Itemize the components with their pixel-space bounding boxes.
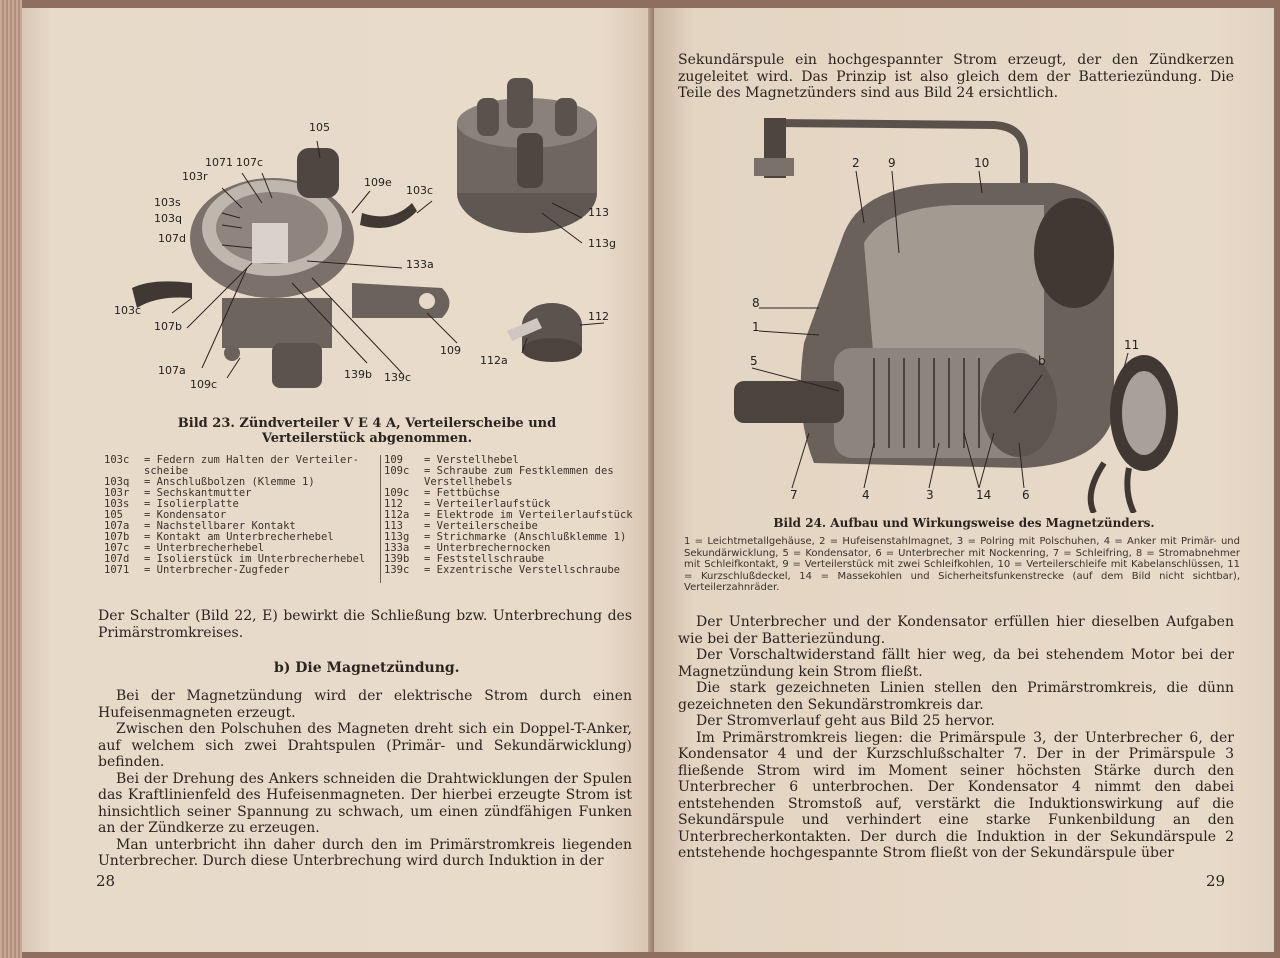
legend-code: 103c xyxy=(104,454,130,466)
legend-code: 107d xyxy=(104,553,130,565)
callout-8: 8 xyxy=(752,296,760,310)
paragraph: Der Vorschaltwiderstand fällt hier weg, da bei stehendem Motor bei der Magnetzündung kein Strom fließt. xyxy=(678,647,1234,680)
legend-desc: = Unterbrechernocken xyxy=(424,542,551,554)
legend-desc: = Strichmarke (Anschlußklemme 1) xyxy=(424,531,627,543)
callout-107b: 107b xyxy=(154,320,182,333)
callout-103c-top: 103c xyxy=(406,184,434,197)
callout-3: 3 xyxy=(926,488,934,502)
legend-code: 103s xyxy=(104,498,130,510)
legend-code: 139c xyxy=(384,564,410,576)
figure-23-legend-left xyxy=(104,455,376,576)
figure-24-legend: 1 = Leichtmetallgehäuse, 2 = Hufeisenstahlmagnet, 3 = Polring mit Polschuhen, 4 = Anker mit Primär- und Sekundärwicklung, 5 = Kondensator, 6 = Unterbrecher mit Nockenring, 7 = Schleifring, 8 = Stromabnehmer mit Schleifkontakt, 9 = Verteilerstück mit zwei Schleifkohlen, 10 = Verteilerschleife mit Kabelanschlüssen, 11 = Kurzschlußdeckel, 14 = Massekohlen und Sicherheitsfunkenstrecke (auf dem Bild nicht sichtbar), Verteilerzahnräder. xyxy=(684,536,1240,593)
callout-109e: 109e xyxy=(364,176,392,189)
page-number-left: 28 xyxy=(96,872,116,890)
legend-desc: = Schraube zum Festklemmen des Verstellhebels xyxy=(424,465,614,488)
paragraph: Man unterbricht ihn daher durch den im Primärstromkreis liegenden Unterbrecher. Durch diese Unterbrechung wird durch Induktion in der xyxy=(98,836,632,869)
paragraph: Bei der Drehung des Ankers schneiden die Drahtwicklungen der Spulen das Kraftlinienfeld des Hufeisenmagneten. Der hierbei erzeugte Strom ist hinsichtlich seiner Spannung zu schwach, um einen zündfähigen Funken an der Zündkerze zu erzeugen. xyxy=(98,770,632,836)
callout-1: 1 xyxy=(752,320,760,334)
right-page xyxy=(654,8,1274,952)
callout-103r: 103r xyxy=(182,170,208,183)
callout-4: 4 xyxy=(862,488,870,502)
callout-7: 7 xyxy=(790,488,798,502)
figure-23-legend-right xyxy=(384,455,634,576)
figure-24-caption: Bild 24. Aufbau und Wirkungsweise des Magnetzünders. xyxy=(773,516,1155,530)
callout-113: 113 xyxy=(588,206,609,219)
callout-139b: 139b xyxy=(344,368,372,381)
legend-desc: = Exzentrische Verstellschraube xyxy=(424,564,620,576)
legend-desc: = Verstellhebel xyxy=(424,454,519,466)
legend-divider xyxy=(380,455,381,583)
legend-item xyxy=(104,455,376,477)
right-body-text xyxy=(678,614,1234,862)
legend-desc: = Verteilerscheibe xyxy=(424,520,538,532)
callout-14: 14 xyxy=(976,488,992,502)
callout-112a: 112a xyxy=(480,354,508,367)
callout-109c: 109c xyxy=(190,378,218,391)
paragraph: Die stark gezeichneten Linien stellen den Primärstromkreis, die dünn gezeichneten den Sekundärstromkreis dar. xyxy=(678,680,1234,713)
paragraph: Zwischen den Polschuhen des Magneten dreht sich ein Doppel-T-Anker, auf welchem sich zwei Drahtspulen (Primär- und Sekundärwicklung) befinden. xyxy=(98,721,632,770)
callout-105: 105 xyxy=(309,121,330,134)
legend-code: 113 xyxy=(384,520,403,532)
legend-desc: = Federn zum Halten der Verteiler-scheibe xyxy=(144,454,359,477)
callout-113g: 113g xyxy=(588,237,616,250)
section-heading: b) Die Magnetzündung. xyxy=(274,660,460,676)
legend-item xyxy=(384,565,634,576)
legend-desc: = Elektrode im Verteilerlaufstück xyxy=(424,509,633,521)
legend-code: 1071 xyxy=(104,564,130,576)
legend-desc: = Nachstellbarer Kontakt xyxy=(144,520,296,532)
legend-code: 112a xyxy=(384,509,410,521)
top-paragraph xyxy=(678,52,1234,102)
callout-139c: 139c xyxy=(384,371,412,384)
legend-code: 107c xyxy=(104,542,130,554)
legend-desc: = Isolierstück im Unterbrecherhebel xyxy=(144,553,366,565)
legend-desc: = Anschlußbolzen (Klemme 1) xyxy=(144,476,315,488)
legend-code: 139b xyxy=(384,553,410,565)
legend-desc: = Feststellschraube xyxy=(424,553,545,565)
left-page xyxy=(22,8,654,952)
callout-10: 10 xyxy=(974,156,990,170)
paragraph: Der Stromverlauf geht aus Bild 25 hervor. xyxy=(696,713,995,729)
callout-112: 112 xyxy=(588,310,609,323)
figure-23-caption: Bild 23. Zündverteiler V E 4 A, Verteilerscheibe und Verteilerstück abgenommen. xyxy=(177,416,557,446)
legend-desc: = Kondensator xyxy=(144,509,227,521)
callout-133a: 133a xyxy=(406,258,434,271)
magneto-figure xyxy=(724,113,1184,513)
callout-103q: 103q xyxy=(154,212,182,225)
schalter-paragraph xyxy=(98,608,632,641)
paragraph: Bei der Magnetzündung wird der elektrische Strom durch einen Hufeisenmagneten erzeugt. xyxy=(98,688,632,721)
callout-107c: 107c xyxy=(236,156,264,169)
legend-code: 113g xyxy=(384,531,410,543)
legend-code: 109c xyxy=(384,465,410,477)
legend-desc: = Sechskantmutter xyxy=(144,487,252,499)
callout-b: b xyxy=(1038,354,1046,368)
page-number-right: 29 xyxy=(1206,872,1226,890)
legend-code: 109 xyxy=(384,454,403,466)
legend-desc: = Unterbrecherhebel xyxy=(144,542,265,554)
callout-6: 6 xyxy=(1022,488,1030,502)
legend-code: 107b xyxy=(104,531,130,543)
callout-11: 11 xyxy=(1124,338,1140,352)
legend-code: 105 xyxy=(104,509,123,521)
legend-code: 112 xyxy=(384,498,403,510)
legend-code: 133a xyxy=(384,542,410,554)
legend-desc: = Kontakt am Unterbrecherhebel xyxy=(144,531,334,543)
legend-desc: = Isolierplatte xyxy=(144,498,239,510)
legend-code: 107a xyxy=(104,520,130,532)
paragraph: Sekundärspule ein hochgespannter Strom erzeugt, der den Zündkerzen zugeleitet wird. Das Prinzip ist also gleich dem der Batteriezündung. Die Teile des Magnetzünders sind aus Bild 24 ersichtlich. xyxy=(678,52,1234,101)
callout-107a: 107a xyxy=(158,364,186,377)
callout-9: 9 xyxy=(888,156,896,170)
callout-1071: 1071 xyxy=(205,156,233,169)
callout-109: 109 xyxy=(440,344,461,357)
callout-103c-left: 103c xyxy=(114,304,142,317)
legend-item xyxy=(104,565,376,576)
legend-code: 109c xyxy=(384,487,410,499)
distributor-figure xyxy=(112,63,612,403)
paragraph: Der Schalter (Bild 22, E) bewirkt die Schließung bzw. Unterbrechung des Primärstromkreises. xyxy=(98,608,632,641)
legend-code: 103r xyxy=(104,487,130,499)
legend-desc: = Verteilerlaufstück xyxy=(424,498,551,510)
callout-2: 2 xyxy=(852,156,860,170)
callout-103s: 103s xyxy=(154,196,181,209)
book-page-edges xyxy=(0,0,22,958)
paragraph: Der Unterbrecher und der Kondensator erfüllen hier dieselben Aufgaben wie bei der Batteriezündung. xyxy=(678,614,1234,647)
legend-desc: = Fettbüchse xyxy=(424,487,500,499)
magnetzuendung-text xyxy=(98,688,632,870)
legend-code: 103q xyxy=(104,476,130,488)
callout-107d: 107d xyxy=(158,232,186,245)
paragraph: Im Primärstromkreis liegen: die Primärspule 3, der Unterbrecher 6, der Kondensator 4 und der Kurzschlußschalter 7. Der in der Primärspule 3 fließende Strom wird im Moment seiner höchsten Stärke durch den Unterbrecher 6 unterbrochen. Der Kondensator 4 nimmt den dabei entstehenden Stromstoß auf, verstärkt die Induktionswirkung auf die Sekundärspule und verhindert eine starke Funkenbildung an den Unterbrecherkontakten. Der durch die Induktion in der Sekundärspule 2 entstehende hochgespannte Strom fließt von der Sekundärspule über xyxy=(678,729,1234,861)
legend-desc: = Unterbrecher-Zugfeder xyxy=(144,564,290,576)
callout-5: 5 xyxy=(750,354,758,368)
book-spread xyxy=(22,8,1274,952)
legend-item xyxy=(384,466,634,488)
